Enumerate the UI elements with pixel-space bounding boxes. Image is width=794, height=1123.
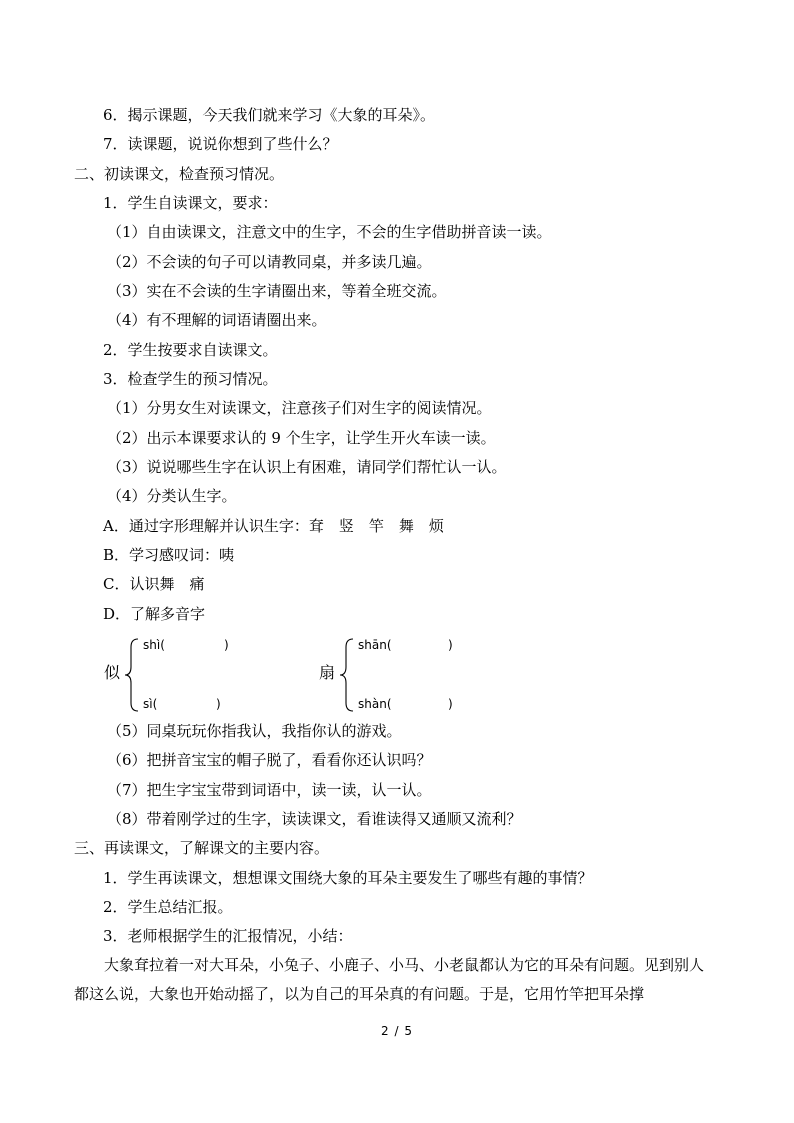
text-line: （2）不会读的句子可以请教同桌，并多读几遍。 [107,253,432,271]
page-number: 2 / 5 [381,1024,413,1038]
brace-icon [124,637,140,713]
text-line: （3）说说哪些生字在认识上有困难，请同学们帮忙认一认。 [107,458,507,476]
text-line: 7．读课题，说说你想到了些什么？ [103,135,338,153]
pinyin-reading: shàn( [358,697,392,711]
summary-paragraph: 大象耷拉着一对大耳朵，小兔子、小鹿子、小马、小老鼠都认为它的耳朵有问题。见到别人都这么说，大象也开始动摇了，以为自己的耳朵真的有问题。于是，它用竹竿把耳朵撑 [74,956,705,1003]
blank-close: ) [448,697,453,711]
text-line: （6）把拼音宝宝的帽子脱了，看看你还认识吗？ [107,751,432,769]
text-line: 3．老师根据学生的汇报情况，小结： [103,927,353,945]
section-heading: 二、初读课文，检查预习情况。 [74,165,285,183]
text-line: （2）出示本课要求认的 9 个生字，让学生开火车读一读。 [107,429,496,447]
text-line: （1）分男女生对读课文，注意孩子们对生字的阅读情况。 [107,399,492,417]
text-line: （4）有不理解的词语请圈出来。 [107,311,327,329]
text-line: （3）实在不会读的生字请圈出来，等着全班交流。 [107,282,447,300]
pinyin-reading: shì( [143,638,165,652]
text-line: C．认识舞 痛 [103,575,205,593]
text-line: （7）把生字宝宝带到词语中，读一读，认一认。 [107,781,432,799]
text-line: 2．学生按要求自读课文。 [103,341,278,359]
text-line: 1．学生再读课文，想想课文围绕大象的耳朵主要发生了哪些有趣的事情？ [103,869,593,887]
text-line: （4）分类认生字。 [107,487,237,505]
text-line: 3．检查学生的预习情况。 [103,370,278,388]
brace-icon [339,637,355,713]
text-line: A．通过字形理解并认识生字：耷 竖 竿 舞 烦 [103,517,444,535]
text-line: 2．学生总结汇报。 [103,898,233,916]
text-line: D．了解多音字 [103,605,206,623]
polyphone-char: 扇 [319,663,336,682]
blank-close: ) [448,638,453,652]
text-line: （8）带着刚学过的生字，读读课文，看谁读得又通顺又流利？ [107,810,522,828]
section-heading: 三、再读课文，了解课文的主要内容。 [74,839,330,857]
text-line: （1）自由读课文，注意文中的生字，不会的生字借助拼音读一读。 [107,223,552,241]
pinyin-reading: sì( [143,697,158,711]
polyphone-char: 似 [104,663,121,682]
pinyin-reading: shān( [358,638,392,652]
blank-close: ) [224,638,229,652]
text-line: （5）同桌玩玩你指我认，我指你认的游戏。 [107,722,402,740]
text-line: B．学习感叹词：咦 [103,546,235,564]
text-line: 1．学生自读课文，要求： [103,194,278,212]
blank-close: ) [216,697,221,711]
text-line: 6．揭示课题，今天我们就来学习《大象的耳朵》。 [103,106,436,124]
